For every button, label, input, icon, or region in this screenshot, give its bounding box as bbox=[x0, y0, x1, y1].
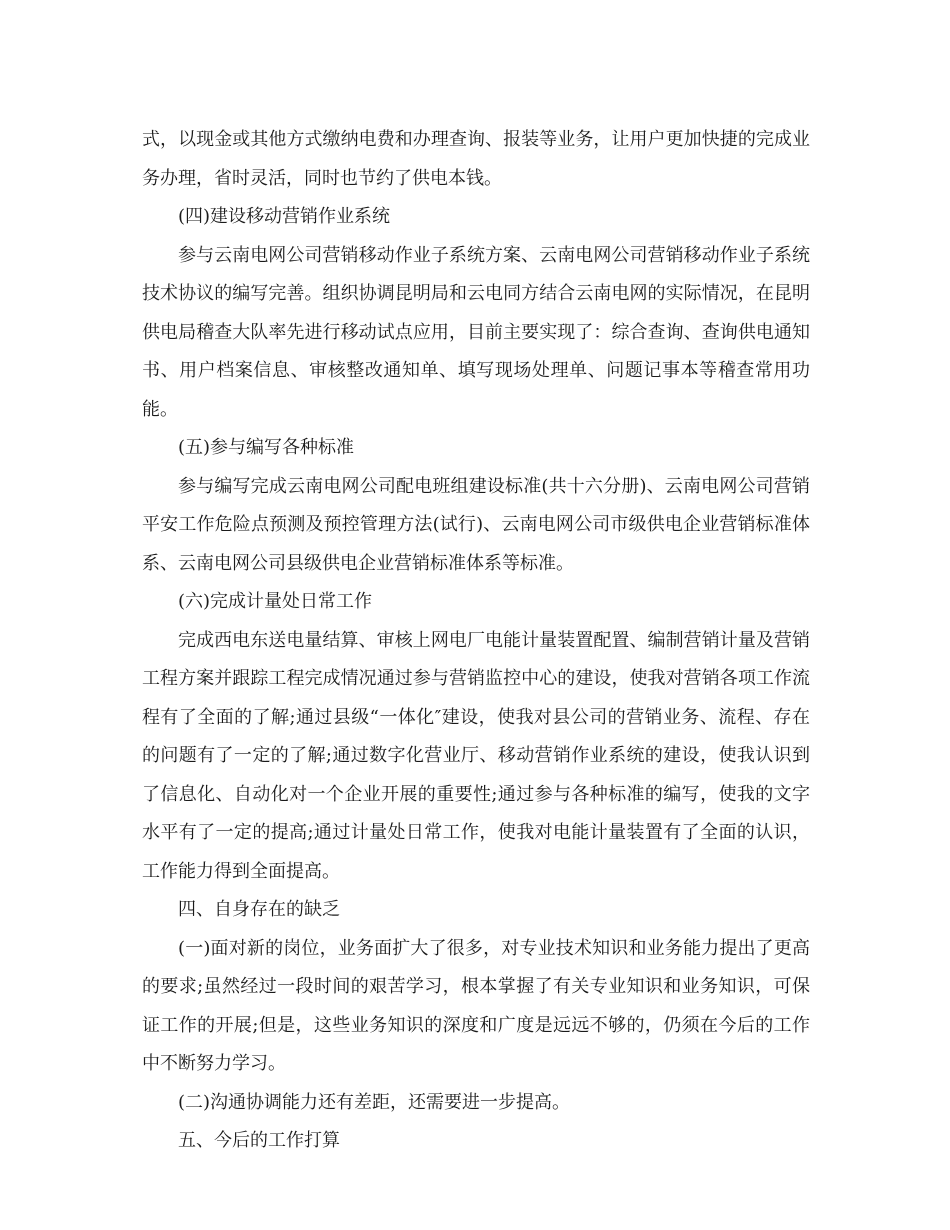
paragraph-shortcoming-2: (二)沟通协调能力还有差距，还需要进一步提高。 bbox=[178, 1091, 571, 1113]
paragraph-daily-work: 完成西电东送电量结算、审核上网电厂电能计量装置配置、编制营销计量及营销工程方案并跟踪工程完成情况通过参与营销监控中心的建设，使我对营销各项工作流程有了全面的了解;通过县级“一体化″建设，使我对县公司的营销业务、流程、存在的问题有了一定的了解;通过数字化营业厅、移动营销作业系统的建设，使我认识到了信息化、自动化对一个企业开展的重要性;通过参与各种标准的编写，使我的文字水平有了一定的提高;通过计量处日常工作，使我对电能计量装置有了全面的认识，工作能力得到全面提高。 bbox=[142, 629, 810, 882]
section-heading-6: (六)完成计量处日常工作 bbox=[178, 591, 373, 612]
section-heading-future-plans: 五、今后的工作打算 bbox=[178, 1130, 340, 1151]
paragraph-standards: 参与编写完成云南电网公司配电班组建设标准(共十六分册)、云南电网公司营销平安工作危险点预测及预控管理方法(试行)、云南电网公司市级供电企业营销标准体系、云南电网公司县级供电企业营销标准体系等标准。 bbox=[142, 475, 810, 574]
paragraph-shortcoming-1: (一)面对新的岗位，业务面扩大了很多，对专业技术知识和业务能力提出了更高的要求;虽然经过一段时间的艰苦学习，根本掌握了有关专业知识和业务知识，可保证工作的开展;但是，这些业务知识的深度和广度是远远不够的，仍须在今后的工作中不断努力学习。 bbox=[142, 937, 810, 1074]
paragraph-mobile-system: 参与云南电网公司营销移动作业子系统方案、云南电网公司营销移动作业子系统技术协议的编写完善。组织协调昆明局和云电同方结合云南电网的实际情况，在昆明供电局稽查大队率先进行移动试点应用，目前主要实现了：综合查询、查询供电通知书、用户档案信息、审核整改通知单、填写现场处理单、问题记事本等稽查常用功能。 bbox=[142, 244, 810, 420]
section-heading-4: (四)建设移动营销作业系统 bbox=[178, 206, 391, 227]
paragraph-continued: 式，以现金或其他方式缴纳电费和办理查询、报装等业务，让用户更加快捷的完成业务办理，省时灵活，同时也节约了供电本钱。 bbox=[142, 129, 810, 189]
section-heading-shortcomings: 四、自身存在的缺乏 bbox=[178, 899, 340, 920]
section-heading-5: (五)参与编写各种标准 bbox=[178, 437, 355, 458]
document-body bbox=[142, 121, 810, 1161]
